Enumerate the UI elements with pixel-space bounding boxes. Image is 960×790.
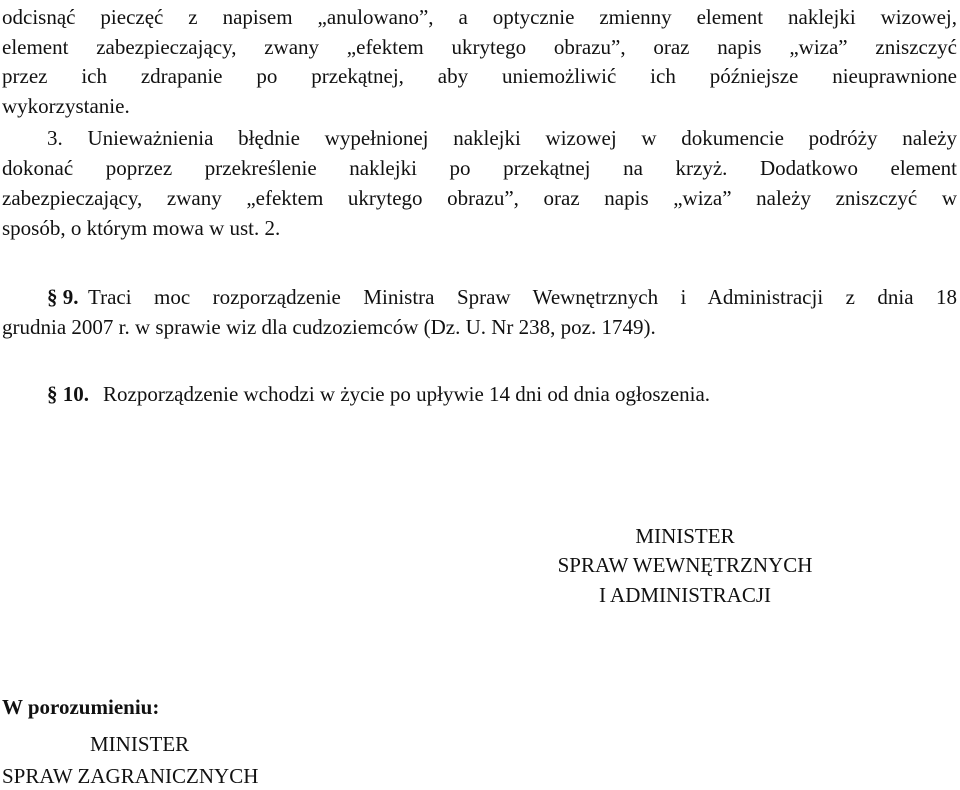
text-line: zabezpieczający, zwany „efektem ukrytego obrazu”, oraz napis „wiza” należy zniszczyć w [2, 186, 957, 210]
text-line: odcisnąć pieczęć z napisem „anulowano”, a optycznie zmienny element naklejki wizowej, [2, 5, 957, 29]
text-line: element zabezpieczający, zwany „efektem ukrytego obrazu”, oraz napis „wiza” zniszczyć [2, 35, 957, 59]
text-line: grudnia 2007 r. w sprawie wiz dla cudzoziemców (Dz. U. Nr 238, poz. 1749). [2, 315, 656, 339]
text-line: sposób, o którym mowa w ust. 2. [2, 216, 281, 240]
signature-ministry: SPRAW WEWNĘTRZNYCH [557, 553, 813, 577]
text-line: Rozporządzenie wchodzi w życie po upływie 14 dni od dnia ogłoszenia. [103, 382, 711, 406]
agreement-ministry: SPRAW ZAGRANICZNYCH [2, 764, 259, 788]
text-line: 3. Unieważnienia błędnie wypełnionej naklejki wizowej w dokumencie podróży należy [47, 126, 957, 150]
text-line: wykorzystanie. [2, 94, 130, 118]
agreement-heading: W porozumieniu: [2, 695, 160, 719]
text-line: dokonać poprzez przekreślenie naklejki po przekątnej na krzyż. Dodatkowo element [2, 156, 957, 180]
text-line: Traci moc rozporządzenie Ministra Spraw Wewnętrznych i Administracji z dnia 18 [88, 285, 957, 309]
section-marker: § 9. [47, 285, 79, 309]
section-marker: § 10. [47, 382, 89, 406]
text-line: przez ich zdrapanie po przekątnej, aby uniemożliwić ich późniejsze nieuprawnione [2, 64, 957, 88]
agreement-minister: MINISTER [90, 732, 190, 756]
signature-title: MINISTER [635, 524, 735, 548]
signature-ministry-continued: I ADMINISTRACJI [598, 583, 772, 607]
